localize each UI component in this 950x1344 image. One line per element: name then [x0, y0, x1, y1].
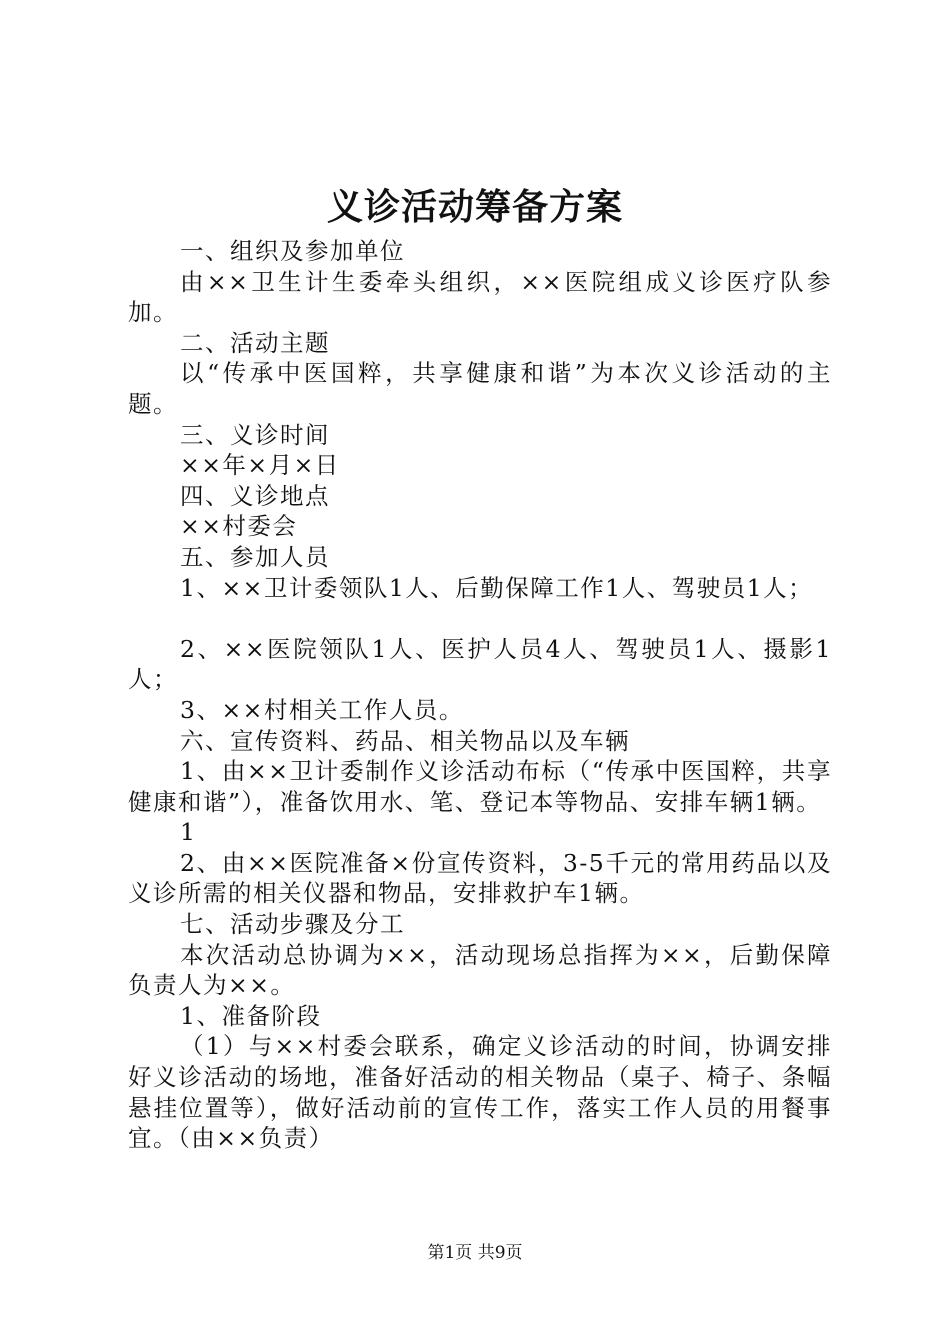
document-title: 义诊活动筹备方案 [326, 186, 623, 228]
section-heading: 三、义诊时间 [180, 420, 330, 449]
section-heading: 五、参加人员 [180, 542, 330, 571]
section-heading: 二、活动主题 [180, 328, 330, 357]
paragraph: （1）与××村委会联系，确定义诊活动的时间，协调安排好义诊活动的场地，准备好活动的相关物品（桌子、椅子、条幅悬挂位置等），做好活动前的宣传工作，落实工作人员的用餐事宜。（由××负责） [128, 1032, 832, 1153]
paragraph: 1、由××卫计委制作义诊活动布标（“传承中医国粹，共享健康和谐”），准备饮用水、笔、登记本等物品、安排车辆1辆。 [128, 757, 832, 816]
section-heading: 一、组织及参加单位 [180, 237, 405, 265]
section-heading: 四、义诊地点 [180, 481, 330, 510]
paragraph: 3、××村相关工作人员。 [180, 695, 464, 724]
section-heading: 六、宣传资料、药品、相关物品以及车辆 [180, 726, 630, 755]
paragraph: 以“传承中医国粹，共享健康和谐”为本次义诊活动的主题。 [128, 359, 832, 418]
page-footer: 第1页 共9页 [427, 1243, 523, 1263]
paragraph: ××村委会 [180, 512, 298, 541]
paragraph: 2、××医院领队1人、医护人员4人、驾驶员1人、摄影1人； [128, 634, 832, 694]
paragraph: 1 [180, 818, 197, 847]
paragraph: 2、由××医院准备×份宣传资料，3-5千元的常用药品以及义诊所需的相关仪器和物品，安排救护车1辆。 [128, 848, 832, 908]
subsection-heading: 1、准备阶段 [180, 1001, 322, 1030]
document-body [128, 236, 832, 1154]
paragraph: ××年×月×日 [180, 451, 340, 480]
paragraph: 由××卫生计生委牵头组织，××医院组成义诊医疗队参加。 [128, 267, 832, 327]
section-heading: 七、活动步骤及分工 [180, 910, 405, 939]
paragraph: 本次活动总协调为××，活动现场总指挥为××，后勤保障负责人为××。 [128, 940, 832, 1000]
paragraph: 1、××卫计委领队1人、后勤保障工作1人、驾驶员1人； [180, 573, 814, 602]
blank-line [128, 603, 832, 634]
